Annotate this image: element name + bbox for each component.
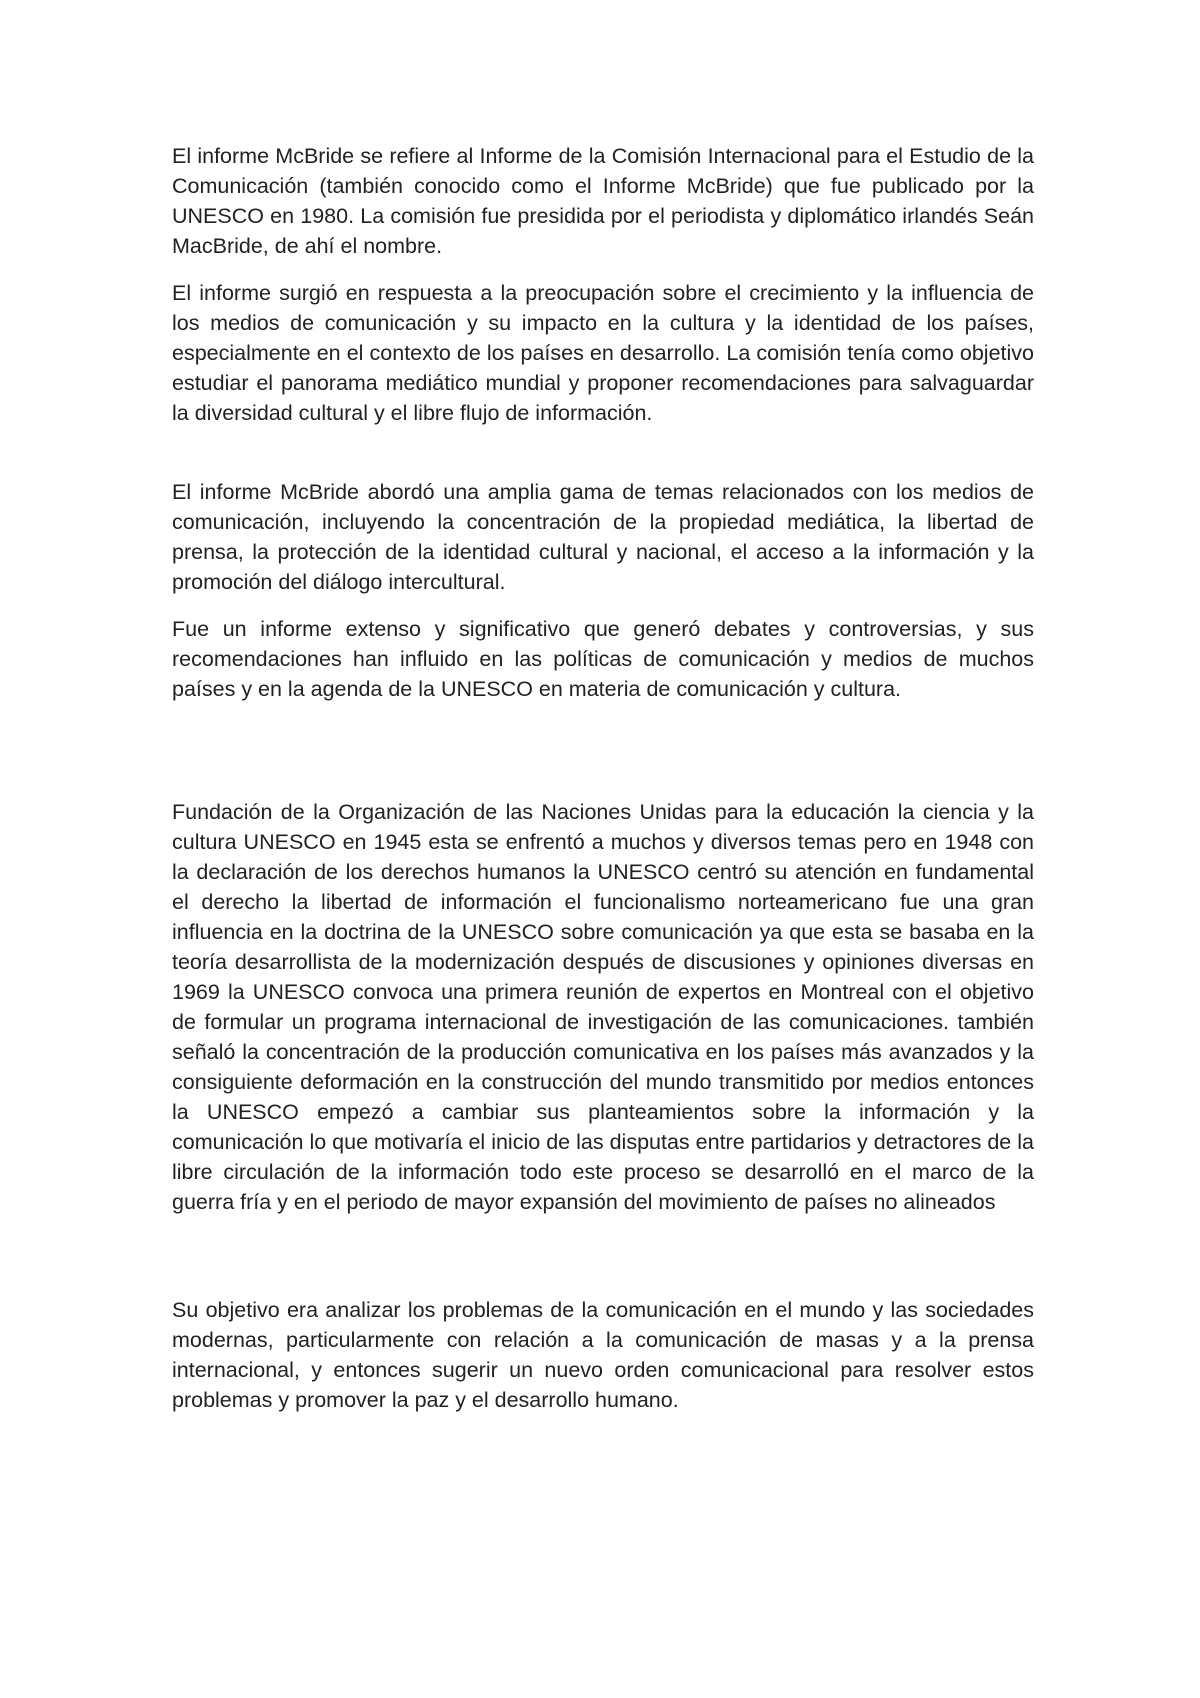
paragraph-topics: El informe McBride abordó una amplia gama de temas relacionados con los medios de comunicación, incluyendo la concentración de la propiedad mediática, la libertad de prensa, la protección de la identidad cultural y nacional, el acceso a la información y la promoción del diálogo intercultural. bbox=[172, 480, 1034, 594]
paragraph-unesco-history: Fundación de la Organización de las Naciones Unidas para la educación la ciencia y la cultura UNESCO en 1945 esta se enfrentó a muchos y diversos temas pero en 1948 con la declaración de los derechos humanos la UNESCO centró su atención en fundamental el derecho la libertad de información el funcionalismo norteamericano fue una gran influencia en la doctrina de la UNESCO sobre comunicación ya que esta se basaba en la teoría desarrollista de la modernización después de discusiones y opiniones diversas en 1969 la UNESCO convoca una primera reunión de expertos en Montreal con el objetivo de formular un programa internacional de investigación de las comunicaciones. también señaló la concentración de la producción comunicativa en los países más avanzados y la consiguiente deformación en la construcción del mundo transmitido por medios entonces la UNESCO empezó a cambiar sus planteamientos sobre la información y la comunicación lo que motivaría el inicio de las disputas entre partidarios y detractores de la libre circulación de la información todo este proceso se desarrolló en el marco de la guerra fría y en el periodo de mayor expansión del movimiento de países no alineados bbox=[172, 800, 1034, 1214]
paragraph-objective: Su objetivo era analizar los problemas de la comunicación en el mundo y las sociedades modernas, particularmente con relación a la comunicación de masas y a la prensa internacional, y entonces sugerir un nuevo orden comunicacional para resolver estos problemas y promover la paz y el desarrollo humano. bbox=[172, 1298, 1034, 1412]
paragraph-origin: El informe surgió en respuesta a la preocupación sobre el crecimiento y la influencia de los medios de comunicación y su impacto en la cultura y la identidad de los países, especialmente en el contexto de los países en desarrollo. La comisión tenía como objetivo estudiar el panorama mediático mundial y proponer recomendaciones para salvaguardar la diversidad cultural y el libre flujo de información. bbox=[172, 281, 1034, 425]
paragraph-mcbride-intro: El informe McBride se refiere al Informe de la Comisión Internacional para el Estudio de la Comunicación (también conocido como el Informe McBride) que fue publicado por la UNESCO en 1980. La comisión fue presidida por el periodista y diplomático irlandés Seán MacBride, de ahí el nombre. bbox=[172, 144, 1034, 258]
paragraph-impact: Fue un informe extenso y significativo que generó debates y controversias, y sus recomendaciones han influido en las políticas de comunicación y medios de muchos países y en la agenda de la UNESCO en materia de comunicación y cultura. bbox=[172, 617, 1034, 701]
